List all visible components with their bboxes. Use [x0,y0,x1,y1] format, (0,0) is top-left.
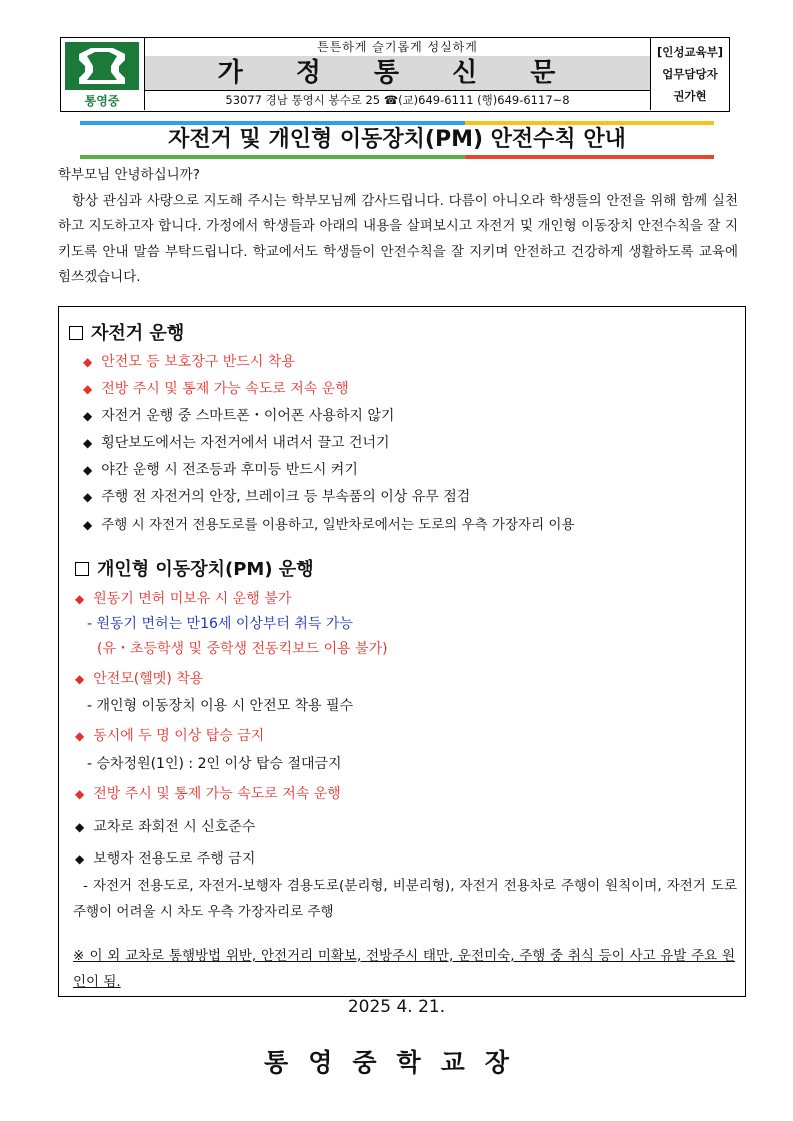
list-item [83,486,470,506]
diamond-bullet-icon: ◆ [83,463,93,477]
diamond-bullet-icon: ◆ [83,382,93,396]
list-item [83,513,575,533]
banner-title: 자전거 및 개인형 이동장치(PM) 안전수칙 안내 [168,127,626,152]
logo-text: 통영중 [84,94,120,108]
diamond-bullet-icon: ◆ [83,490,93,504]
diamond-bullet-icon: ◆ [75,592,85,606]
list-item-text: 안전모 등 보호장구 반드시 착용 [101,354,295,370]
list-item-text: 전방 주시 및 통제 가능 속도로 저속 운행 [93,786,341,802]
diamond-bullet-icon: ◆ [75,672,85,686]
school-address: 53077 경남 통영시 봉수로 25 ☎(교)649-6111 (행)649-6117~8 [225,93,570,107]
checkbox-square-icon [69,326,83,340]
list-item-text: 원동기 면허 미보유 시 운행 불가 [93,591,292,607]
list-item [75,783,341,803]
title-banner [80,121,714,159]
list-item [75,848,255,868]
list-item-text: 전방 주시 및 통제 가능 속도로 저속 운행 [101,381,349,397]
sub-item: - 승차정원(1인) : 2인 이상 탑승 절대금지 [87,756,342,772]
pm-section-title [75,555,314,581]
list-item [83,405,394,425]
list-item-text: 주행 전 자전거의 안장, 브레이크 등 부속품의 이상 유무 점검 [101,489,471,505]
list-item [75,725,264,745]
list-item-text: 주행 시 자전거 전용도로를 이용하고, 일반차로에서는 도로의 우측 가장자리 이용 [101,517,575,533]
list-item-text: 교차로 좌회전 시 신호준수 [93,819,256,835]
diamond-bullet-icon: ◆ [75,820,85,834]
school-logo [61,38,145,110]
diamond-bullet-icon: ◆ [83,355,93,369]
intro-text [58,163,738,291]
diamond-bullet-icon: ◆ [75,729,85,743]
list-item-text: 보행자 전용도로 주행 금지 [93,851,256,867]
school-motto: 튼튼하게 슬기롭게 성실하게 [145,38,650,57]
list-item [83,459,358,479]
banner-stripe [80,155,465,159]
list-item [83,432,390,452]
list-item [75,668,203,688]
sub-item: (유・초등학생 및 중학생 전동킥보드 이용 불가) [97,641,388,657]
list-item-text: 야간 운행 시 전조등과 후미등 반드시 켜기 [101,462,358,478]
list-item [83,351,295,371]
diamond-bullet-icon: ◆ [83,518,93,532]
list-item-text: 자전거 운행 중 스마트폰・이어폰 사용하지 않기 [101,408,395,424]
list-item-text: 동시에 두 명 이상 탑승 금지 [93,728,265,744]
diamond-bullet-icon: ◆ [75,852,85,866]
list-item [83,378,349,398]
manager-name: 권가현 [673,89,707,103]
intro-body: 항상 관심과 사랑으로 지도해 주시는 학부모님께 감사드립니다. 다름이 아니오라 학생들의 안전을 위해 함께 실천하고 지도하고자 합니다. 가정에서 학생들과 아래의 내용을 살펴보시고 자전거 및 개인형 이동장치 안전수칙을 잘 지키도록 안내 말씀 부탁드립니다. 학교에서도 학생들이 안전수칙을 잘 지키며 안전하고 건강하게 생활하도록 교육에 힘쓰겠습니다. [58,192,738,285]
checkbox-square-icon [75,562,89,576]
newsletter-header [60,37,730,112]
header-center [145,38,651,110]
bicycle-section-title [69,319,184,345]
diamond-bullet-icon: ◆ [83,409,93,423]
issue-date: 2025 4. 21. [347,997,446,1017]
safety-rules-box [58,306,746,997]
diamond-bullet-icon: ◆ [83,436,93,450]
manager-label: 업무담당자 [662,67,718,81]
sub-item: - 원동기 면허는 만16세 이상부터 취득 가능 [87,616,353,632]
list-item-text: 안전모(헬멧) 착용 [93,671,204,687]
list-item [75,588,291,608]
pm-title-text: 개인형 이동장치(PM) 운행 [97,559,314,580]
accident-cause-note: ※ 이 외 교차로 통행방법 위반, 안전거리 미확보, 전방주시 태만, 운전미숙, 주행 중 취식 등이 사고 유발 주요 원인이 됨. [73,948,735,990]
department-label: [인성교육부] [656,45,724,59]
banner-stripe [465,155,714,159]
greeting: 학부모님 안녕하십니까? [58,167,200,183]
principal-signoff: 통영중학교장 [264,1048,529,1077]
bicycle-title-text: 자전거 운행 [91,323,185,344]
department-info [651,38,729,110]
list-item-text: 횡단보도에서는 자전거에서 내려서 끌고 건너기 [101,435,390,451]
sub-item: - 개인형 이동장치 이용 시 안전모 착용 필수 [87,698,354,714]
diamond-bullet-icon: ◆ [75,787,85,801]
newsletter-title: 가 정 통 신 문 [145,56,650,91]
road-note: - 자전거 전용도로, 자전거-보행자 겸용도로(분리형, 비분리형), 자전거 전용차로 주행이 원칙이며, 자전거 도로 주행이 어려울 시 차도 우측 가장자리로 주행 [73,878,737,920]
list-item [75,816,255,836]
